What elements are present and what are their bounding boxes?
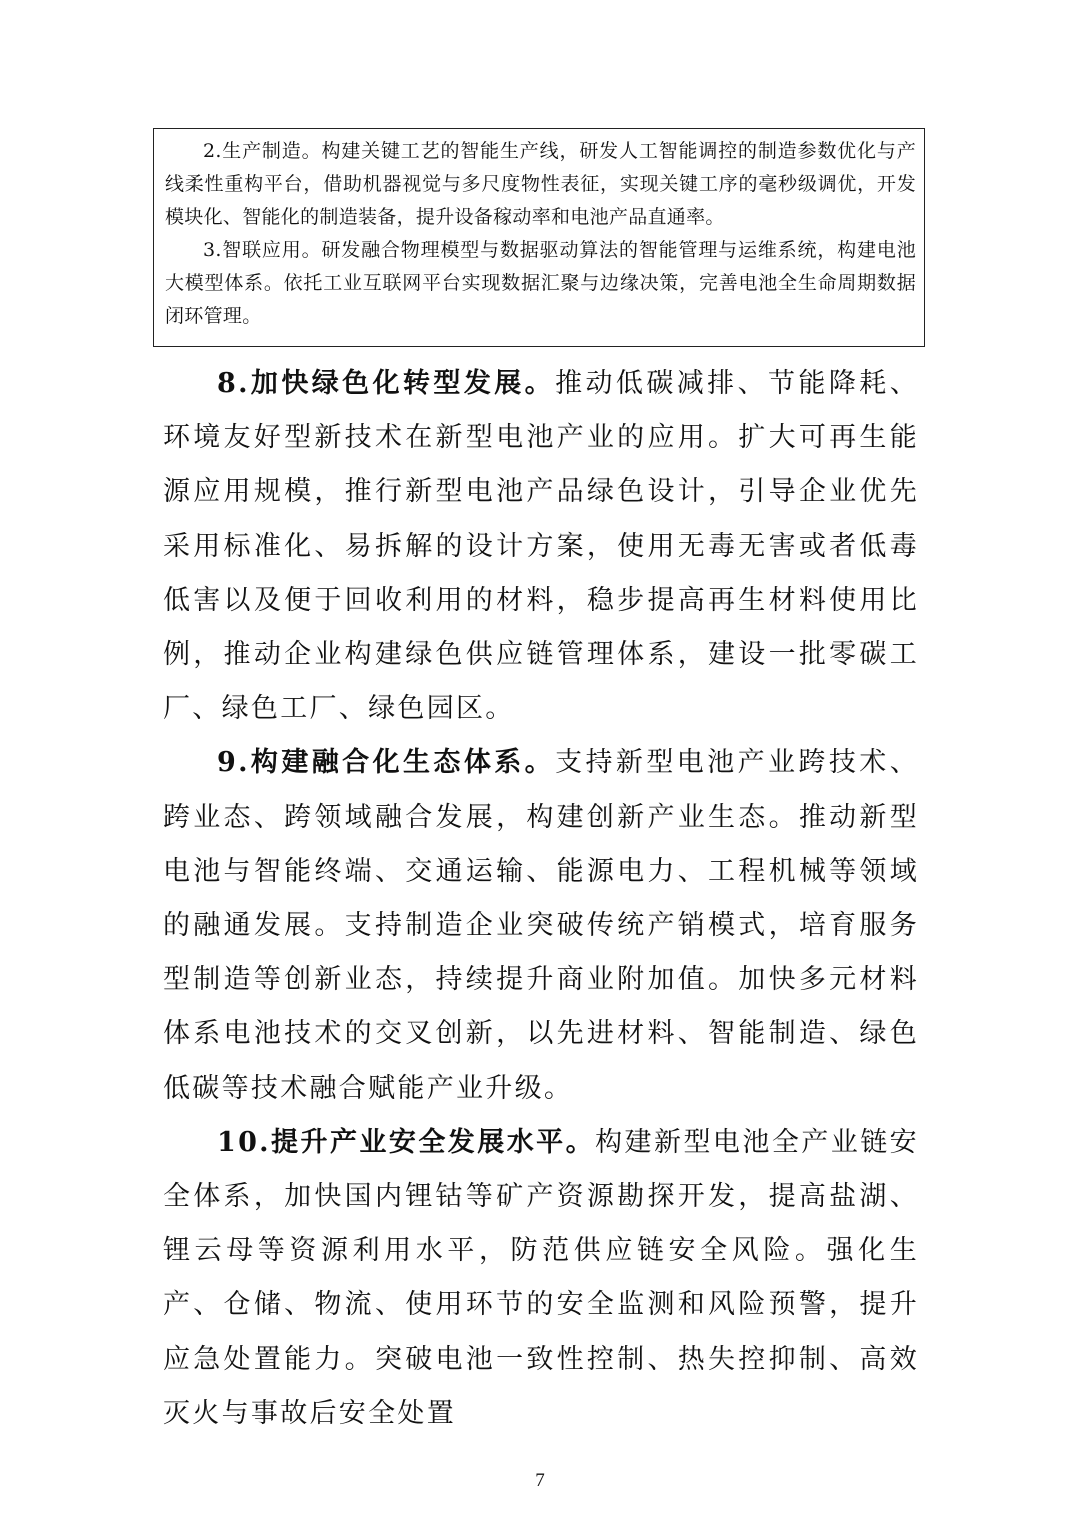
paragraph-green-transformation xyxy=(163,357,919,736)
paragraph-integrated-ecosystem xyxy=(163,736,919,1115)
box-item-manufacturing: 2.生产制造。构建关键工艺的智能生产线，研发人工智能调控的制造参数优化与产线柔性重构平台，借助机器视觉与多尺度物性表征，实现关键工序的毫秒级调优，开发模块化、智能化的制造装备，提升设备稼动率和电池产品直通率。 xyxy=(165,140,916,228)
paragraph-heading: 9.构建融合化生态体系。 xyxy=(217,747,556,779)
paragraph-heading: 10.提升产业安全发展水平。 xyxy=(217,1126,596,1158)
page-number: 7 xyxy=(535,1470,545,1491)
paragraph-heading: 8.加快绿色化转型发展。 xyxy=(217,368,556,399)
paragraph-body: 支持新型电池产业跨技术、跨业态、跨领域融合发展，构建创新产业生态。推动新型电池与智能终端、交通运输、能源电力、工程机械等领域的融通发展。支持制造企业突破传统产销模式，培育服务型制造等创新业态，持续提升商业附加值。加快多元材料体系电池技术的交叉创新，以先进材料、智能制造、绿色低碳等技术融合赋能产业升级。 xyxy=(163,747,919,1104)
paragraph-body: 构建新型电池全产业链安全体系，加快国内锂钴等矿产资源勘探开发，提高盐湖、锂云母等资源利用水平，防范供应链安全风险。强化生产、仓储、物流、使用环节的安全监测和风险预警，提升应急处置能力。突破电池一致性控制、热失控抑制、高效灭火与事故后安全处置 xyxy=(163,1126,919,1429)
paragraph-body: 推动低碳减排、节能降耗、环境友好型新技术在新型电池产业的应用。扩大可再生能源应用规模，推行新型电池产品绿色设计，引导企业优先采用标准化、易拆解的设计方案，使用无毒无害或者低毒低害以及便于回收利用的材料，稳步提高再生材料使用比例，推动企业构建绿色供应链管理体系，建设一批零碳工厂、绿色工厂、绿色园区。 xyxy=(163,368,919,725)
paragraph-industry-safety xyxy=(163,1116,919,1441)
body-text xyxy=(163,357,919,1441)
box-item-smart-application: 3.智联应用。研发融合物理模型与数据驱动算法的智能管理与运维系统，构建电池大模型体系。依托工业互联网平台实现数据汇聚与边缘决策，完善电池全生命周期数据闭环管理。 xyxy=(165,239,916,327)
boxed-content xyxy=(153,128,925,347)
